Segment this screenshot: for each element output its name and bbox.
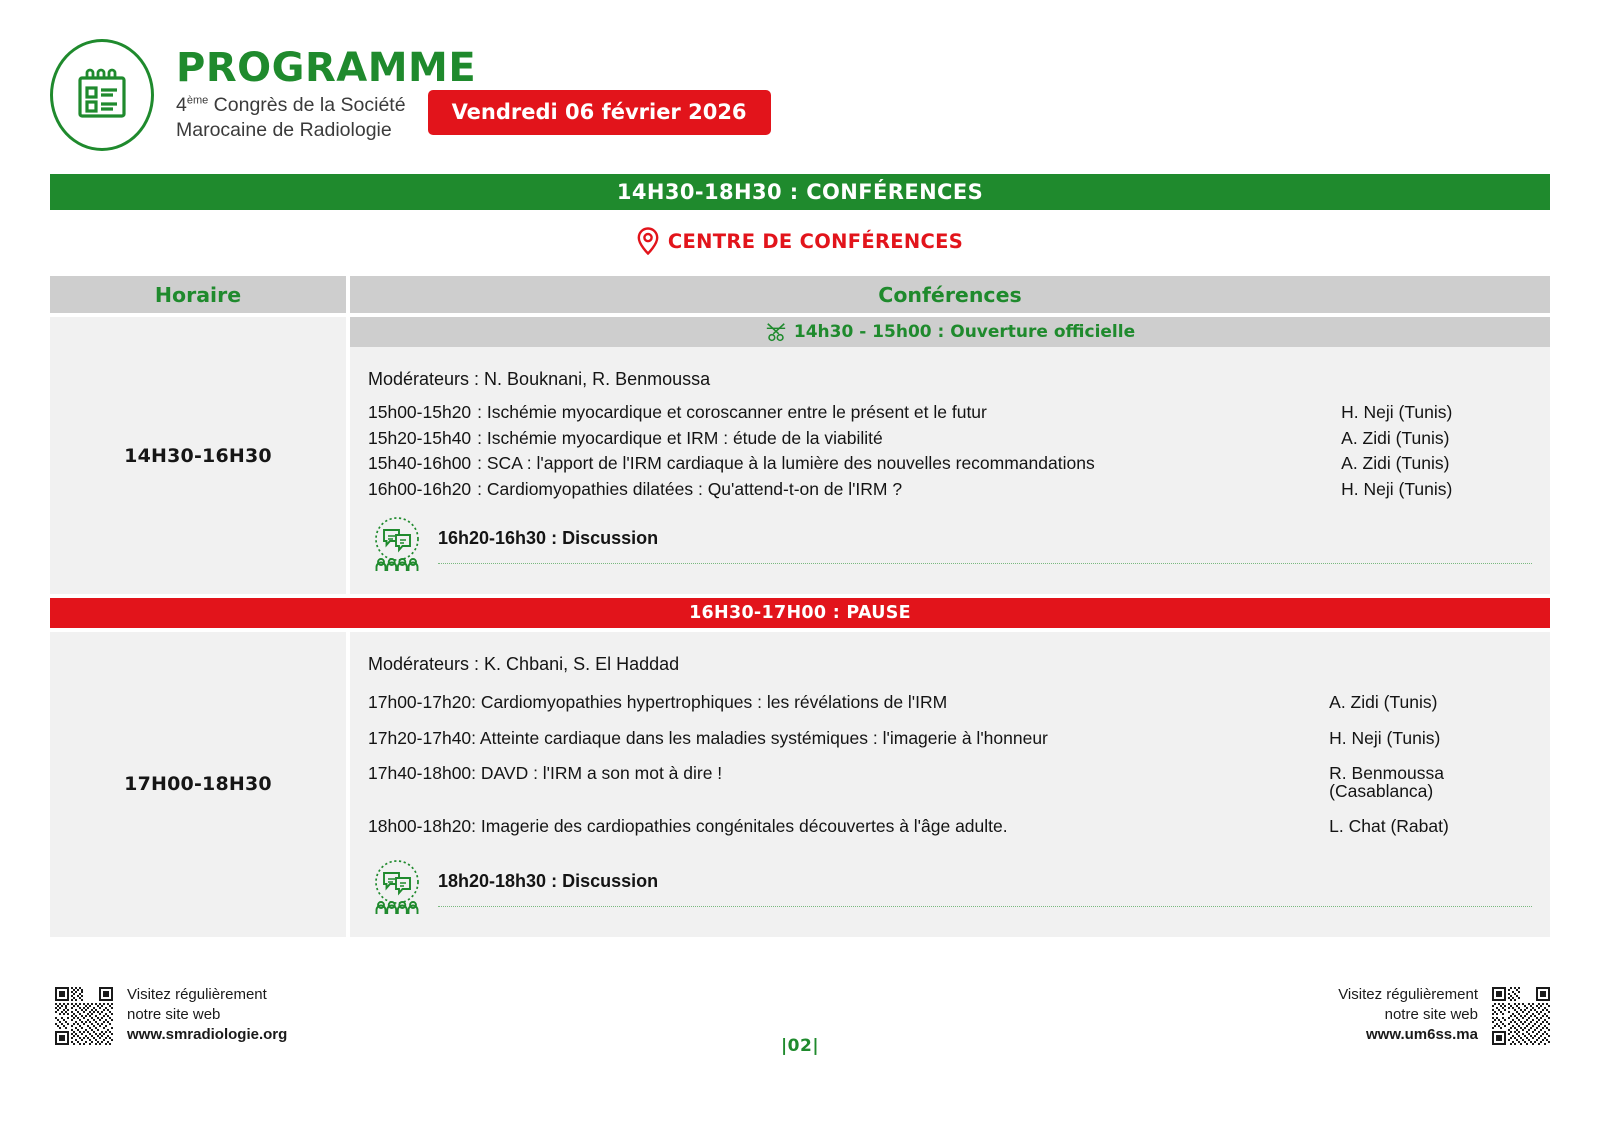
discussion-audience-icon — [368, 514, 430, 572]
congress-subtitle — [176, 93, 406, 143]
talk-time: 15h40-16h00 — [368, 453, 472, 473]
pause-bar: 16H30-17H00 : PAUSE — [50, 598, 1550, 628]
venue-row — [50, 222, 1550, 260]
talk-speaker: A. Zidi (Tunis) — [1341, 453, 1450, 473]
talk-time: 15h20-15h40 — [368, 427, 472, 448]
talk-time: 16h00-16h20 — [368, 478, 472, 499]
list-item — [368, 477, 1532, 503]
venue-label: CENTRE DE CONFÉRENCES — [667, 229, 964, 253]
talk-speaker: L. Chat (Rabat) — [1329, 816, 1449, 836]
discussion-audience-icon — [368, 857, 430, 915]
discussion-row — [350, 502, 1550, 594]
talk-title: : Cardiomyopathies hypertrophiques : les révélations de l'IRM — [471, 692, 948, 712]
discussion-row — [350, 845, 1550, 937]
list-item — [368, 426, 1532, 452]
list-item — [368, 721, 1532, 757]
talk-speaker: H. Neji (Tunis) — [1341, 478, 1453, 499]
list-item — [368, 756, 1532, 809]
page-header — [50, 30, 771, 160]
list-item — [368, 400, 1532, 426]
talk-time: 17h00-17h20 — [368, 692, 472, 712]
footer-url[interactable]: www.smradiologie.org — [127, 1025, 288, 1043]
location-pin-icon — [637, 227, 659, 255]
talk-title: : Imagerie des cardiopathies congénitales découvertes à l'âge adulte. — [471, 816, 1008, 836]
page-number: |02| — [780, 1036, 820, 1056]
session-body — [350, 317, 1550, 594]
discussion-label: 16h20-16h30 : Discussion — [438, 528, 659, 548]
header-subtitle-row — [176, 88, 771, 143]
discussion-label: 18h20-18h30 : Discussion — [438, 870, 659, 891]
talk-speaker: A. Zidi (Tunis) — [1329, 692, 1438, 712]
divider — [438, 906, 1532, 907]
session-body — [350, 632, 1550, 937]
footer-line-1: Visitez régulièrement — [1338, 986, 1478, 1003]
talk-title: : Ischémie myocardique et coroscanner entre le présent et le futur — [477, 402, 987, 422]
discussion-content — [430, 514, 1532, 564]
session-time-slot: 14H30-16H30 — [50, 317, 346, 594]
talk-speaker: H. Neji (Tunis) — [1341, 402, 1453, 422]
date-badge: Vendredi 06 février 2026 — [428, 90, 771, 135]
divider — [438, 563, 1532, 564]
talks-list — [350, 390, 1550, 502]
talk-time: 17h20-17h40 — [368, 727, 472, 748]
talk-speaker: H. Neji (Tunis) — [1329, 727, 1441, 748]
list-item — [368, 809, 1532, 845]
table-row — [50, 632, 1550, 937]
column-header-horaire: Horaire — [50, 276, 346, 313]
talk-title: : Atteinte cardiaque dans les maladies systémiques : l'imagerie à l'honneur — [471, 727, 1048, 748]
talk-title: : Ischémie myocardique et IRM : étude de la viabilité — [477, 427, 883, 448]
table-header-row — [50, 276, 1550, 313]
talk-time: 15h00-15h20 — [368, 402, 472, 422]
subtitle-line-1: 4ème Congrès de la Société — [176, 93, 406, 116]
moderators-line: Modérateurs : N. Bouknani, R. Benmoussa — [368, 369, 711, 389]
talk-time: 17h40-18h00 — [368, 763, 472, 783]
ribbon-cutting-scissors-icon — [765, 321, 787, 343]
program-table — [50, 276, 1550, 937]
footer-line-2: notre site web — [127, 1005, 221, 1023]
talks-list — [350, 675, 1550, 845]
moderators-line: Modérateurs : K. Chbani, S. El Haddad — [368, 654, 680, 674]
talk-title: : Cardiomyopathies dilatées : Qu'attend-t-on de l'IRM ? — [477, 478, 903, 499]
list-item — [368, 451, 1532, 477]
footer-url[interactable]: www.um6ss.ma — [1366, 1025, 1478, 1043]
footer-line-1: Visitez régulièrement — [127, 986, 267, 1003]
session-subheader-label: 14h30 - 15h00 : Ouverture officielle — [793, 322, 1136, 342]
table-row — [50, 317, 1550, 594]
subtitle-line-2: Marocaine de Radiologie — [176, 118, 392, 141]
list-item — [368, 685, 1532, 721]
talk-title: : DAVD : l'IRM a son mot à dire ! — [471, 763, 723, 783]
talk-speaker: A. Zidi (Tunis) — [1341, 427, 1450, 448]
talk-speaker: R. Benmoussa (Casablanca) — [1329, 763, 1444, 801]
discussion-content — [430, 857, 1532, 907]
session-time-slot: 17H00-18H30 — [50, 632, 346, 937]
column-header-conferences: Conférences — [350, 276, 1550, 313]
session-subheader — [350, 317, 1550, 347]
page-title: PROGRAMME — [176, 44, 477, 91]
header-title-block — [176, 44, 771, 143]
talk-title: : SCA : l'apport de l'IRM cardiaque à la lumière des nouvelles recommandations — [477, 453, 1095, 473]
footer-line-2: notre site web — [1384, 1005, 1478, 1023]
calendar-agenda-icon — [50, 39, 154, 151]
talk-time: 18h00-18h20 — [368, 816, 472, 836]
section-bar: 14H30-18H30 : CONFÉRENCES — [50, 174, 1550, 210]
